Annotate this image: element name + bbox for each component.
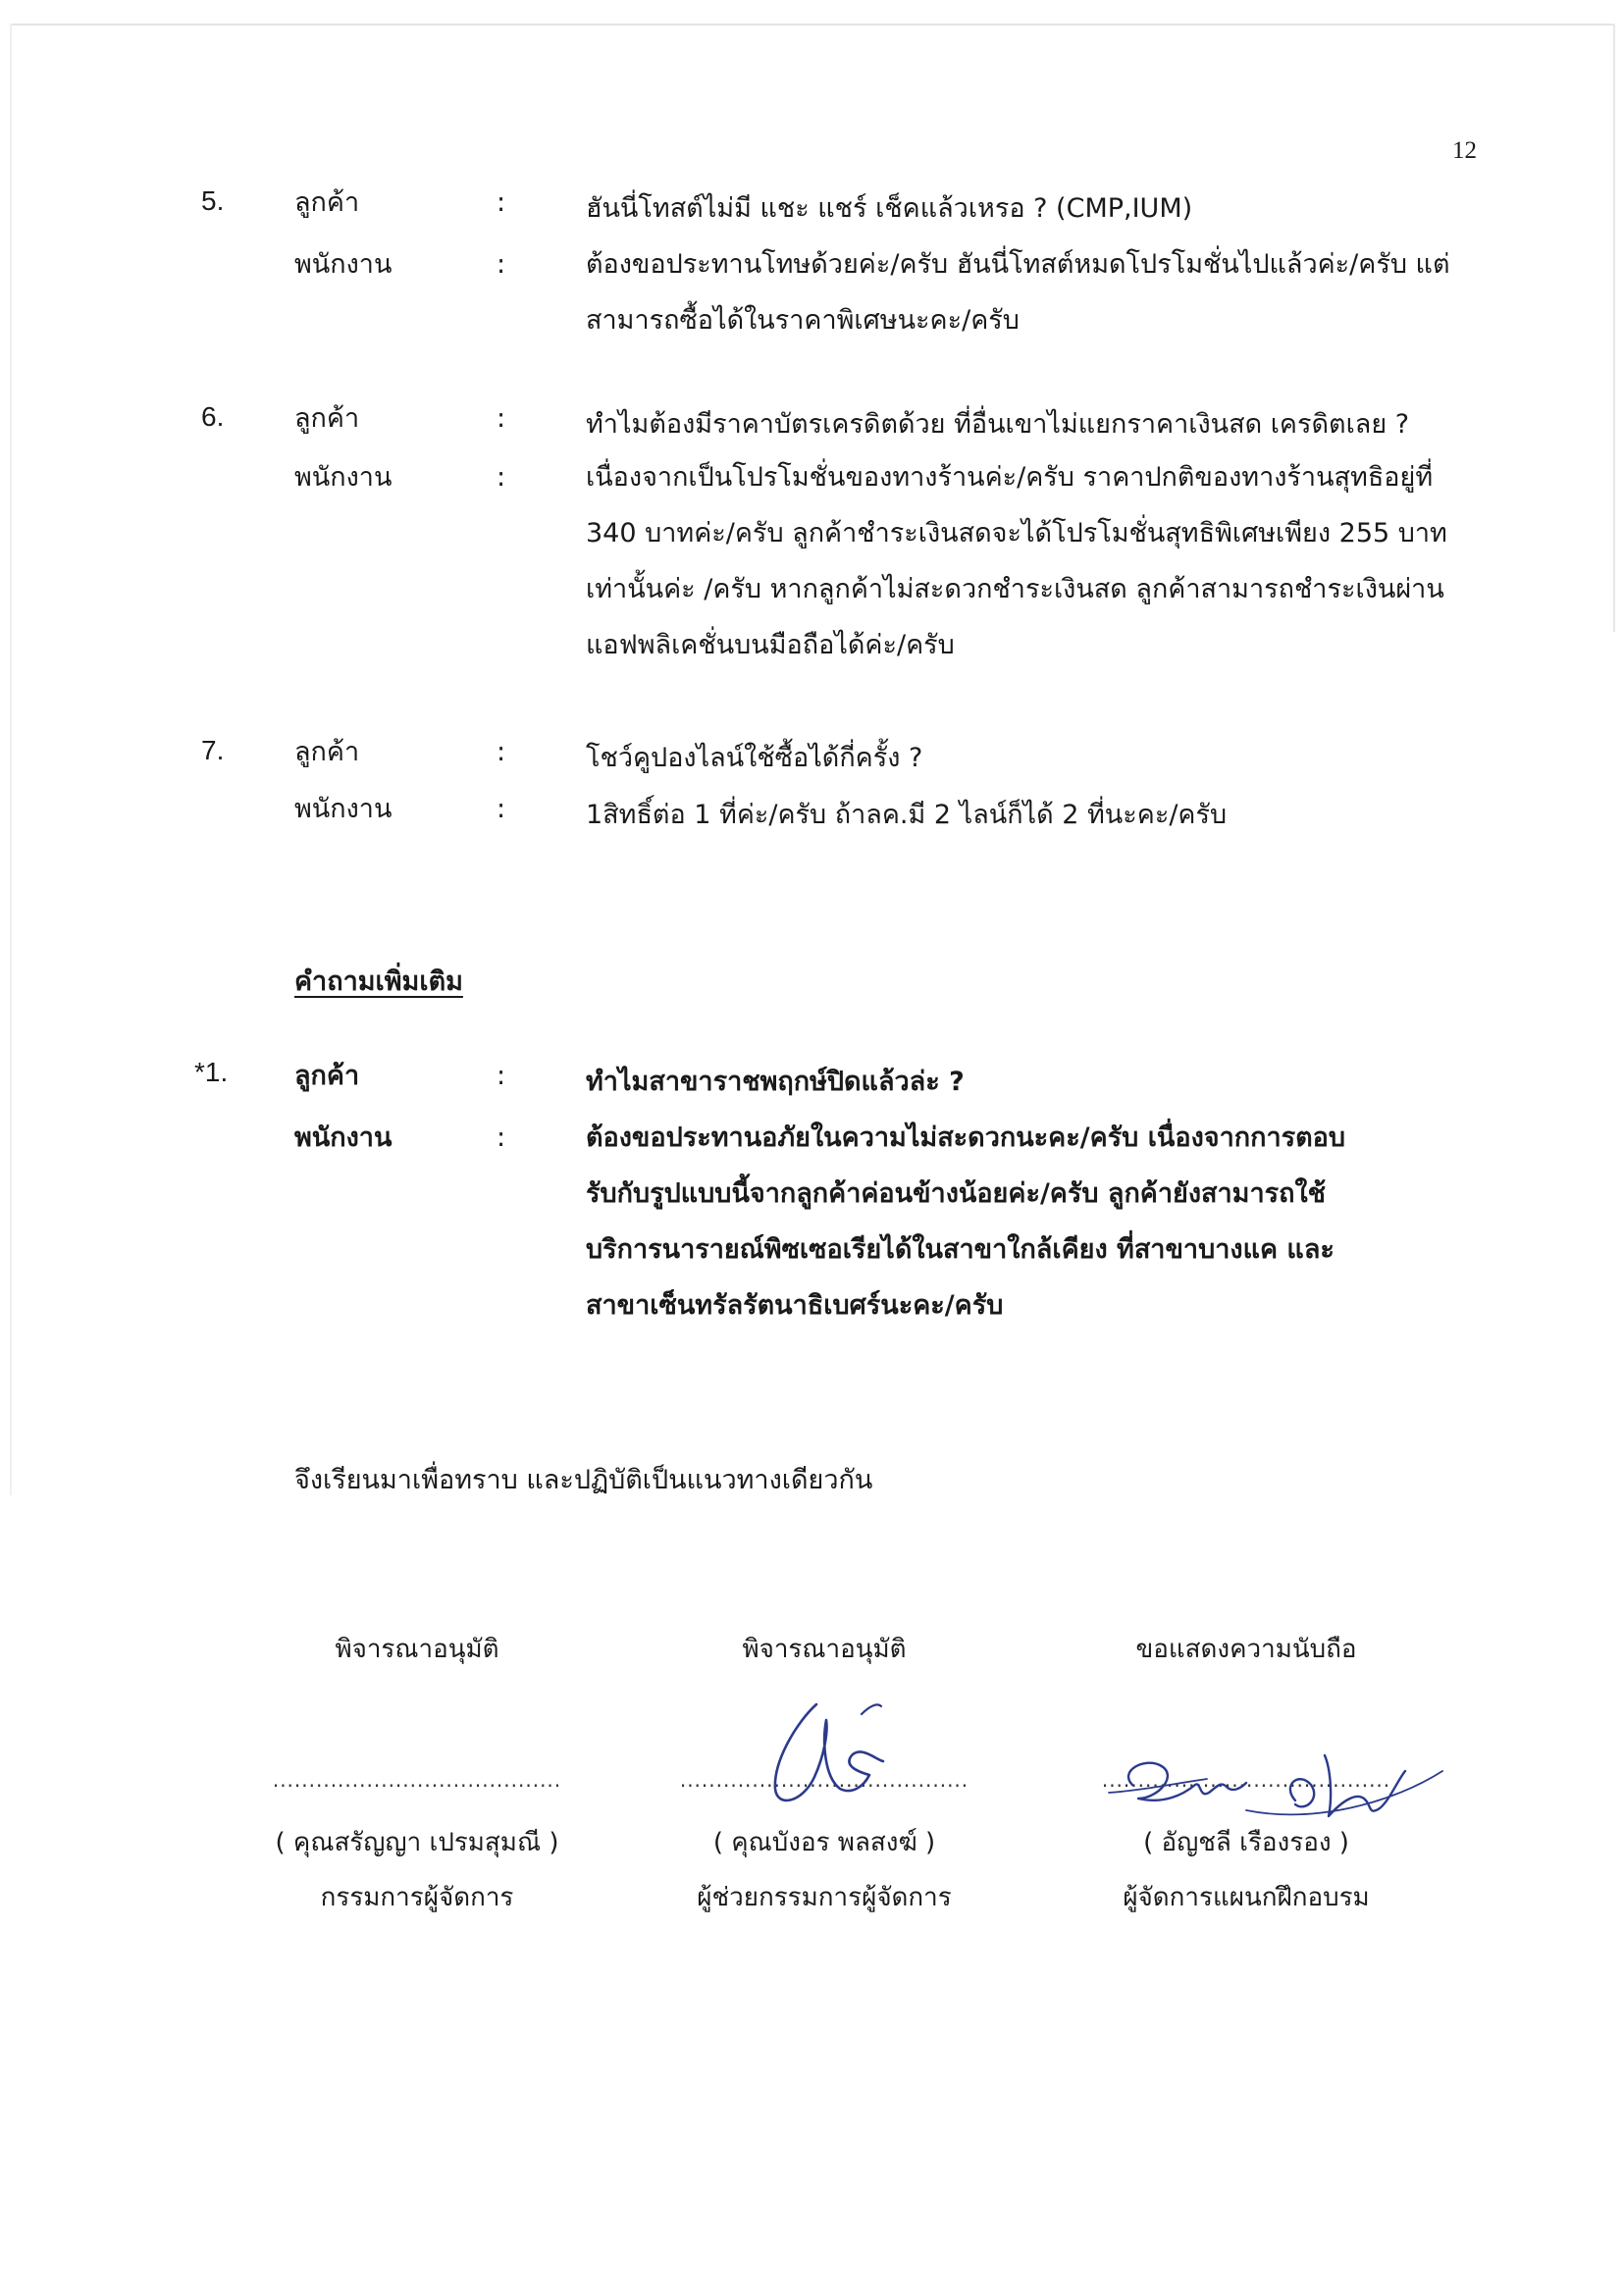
colon: : [497, 462, 506, 493]
handwritten-signature-2 [746, 1693, 913, 1820]
approval-label: พิจารณาอนุมัติ [335, 1635, 499, 1664]
customer-label: ลูกค้า [294, 1061, 360, 1091]
answer-line: เท่านั้นค่ะ /ครับ หากลูกค้าไม่สะดวกชำระเงินสด ลูกค้าสามารถชำระเงินผ่าน [586, 574, 1444, 604]
colon: : [497, 737, 506, 767]
signature-line: ........................................ [1101, 1768, 1391, 1792]
customer-label: ลูกค้า [294, 737, 360, 767]
customer-question: ทำไมต้องมีราคาบัตรเครดิตด้วย ที่อื่นเขาไม่แยกราคาเงินสด เครดิตเลย ? [586, 409, 1410, 440]
signer-name: ( คุณบังอร พลสงฆ์ ) [712, 1828, 936, 1857]
staff-answer [586, 1110, 1345, 1333]
answer-line: ต้องขอประทานอภัยในความไม่สะดวกนะคะ/ครับ เนื่องจากการตอบ [586, 1122, 1346, 1153]
staff-label: พนักงาน [294, 794, 393, 824]
customer-label: ลูกค้า [294, 187, 360, 218]
approval-label: พิจารณาอนุมัติ [742, 1635, 907, 1664]
item-number: 5. [201, 185, 225, 216]
colon: : [497, 187, 506, 218]
colon: : [497, 794, 506, 824]
customer-question: โชว์คูปองไลน์ใช้ซื้อได้กี่ครั้ง ? [586, 743, 923, 773]
answer-line: รับกับรูปแบบนี้จากลูกค้าค่อนข้างน้อยค่ะ/ครับ ลูกค้ายังสามารถใช้ [586, 1178, 1326, 1209]
staff-label: พนักงาน [294, 462, 393, 493]
colon: : [497, 249, 506, 280]
signer-name: ( อัญชลี เรืองรอง ) [1143, 1828, 1349, 1857]
answer-line: ต้องขอประทานโทษด้วยค่ะ/ครับ ฮันนี่โทสต์หมดโปรโมชั่นไปแล้วค่ะ/ครับ แต่ [586, 249, 1450, 280]
answer-line: 340 บาทค่ะ/ครับ ลูกค้าชำระเงินสดจะได้โปรโมชั่นสุทธิพิเศษเพียง 255 บาท [586, 518, 1447, 548]
answer-line: เนื่องจากเป็นโปรโมชั่นของทางร้านค่ะ/ครับ ราคาปกติของทางร้านสุทธิอยู่ที่ [586, 462, 1434, 493]
answer-line: สามารถซื้อได้ในราคาพิเศษนะคะ/ครับ [586, 305, 1020, 336]
customer-label: ลูกค้า [294, 403, 360, 434]
page-number: 12 [1452, 137, 1477, 164]
answer-line: บริการนารายณ์พิซเซอเรียได้ในสาขาใกล้เคียง ที่สาขาบางแค และ [586, 1234, 1335, 1265]
closing-text: จึงเรียนมาเพื่อทราบ และปฏิบัติเป็นแนวทางเดียวกัน [294, 1465, 873, 1495]
signature-block-1 [250, 1629, 584, 1923]
customer-question: ฮันนี่โทสต์ไม่มี แชะ แชร์ เช็คแล้วเหรอ ? (CMP,IUM) [586, 193, 1193, 224]
signer-name: ( คุณสรัญญา เปรมสุมณี ) [275, 1828, 559, 1857]
item-number: *1. [194, 1057, 229, 1087]
staff-answer [586, 449, 1447, 673]
signer-title: ผู้ช่วยกรรมการผู้จัดการ [697, 1883, 952, 1912]
item-number: 7. [201, 735, 225, 765]
approval-label: ขอแสดงความนับถือ [1135, 1635, 1357, 1664]
staff-label: พนักงาน [294, 1122, 393, 1153]
staff-answer: 1สิทธิ์ต่อ 1 ที่ค่ะ/ครับ ถ้าลค.มี 2 ไลน์ก็ได้ 2 ที่นะคะ/ครับ [586, 800, 1228, 830]
signer-title: ผู้จัดการแผนกฝึกอบรม [1123, 1883, 1370, 1912]
section-title: คำถามเพิ่มเติม [294, 966, 463, 997]
colon: : [497, 1061, 506, 1091]
staff-answer [586, 236, 1450, 348]
staff-label: พนักงาน [294, 249, 393, 280]
customer-question: ทำไมสาขาราชพฤกษ์ปิดแล้วล่ะ ? [586, 1067, 965, 1097]
handwritten-signature-3 [1099, 1742, 1472, 1840]
signer-title: กรรมการผู้จัดการ [320, 1883, 514, 1912]
signature-line: ........................................ [679, 1768, 969, 1792]
answer-line: แอฟพลิเคชั่นบนมือถือได้ค่ะ/ครับ [586, 630, 955, 660]
colon: : [497, 1122, 506, 1153]
answer-line: สาขาเซ็นทรัลรัตนาธิเบศร์นะคะ/ครับ [586, 1290, 1004, 1321]
colon: : [497, 403, 506, 434]
item-number: 6. [201, 401, 225, 432]
signature-line: ........................................ [272, 1768, 562, 1792]
